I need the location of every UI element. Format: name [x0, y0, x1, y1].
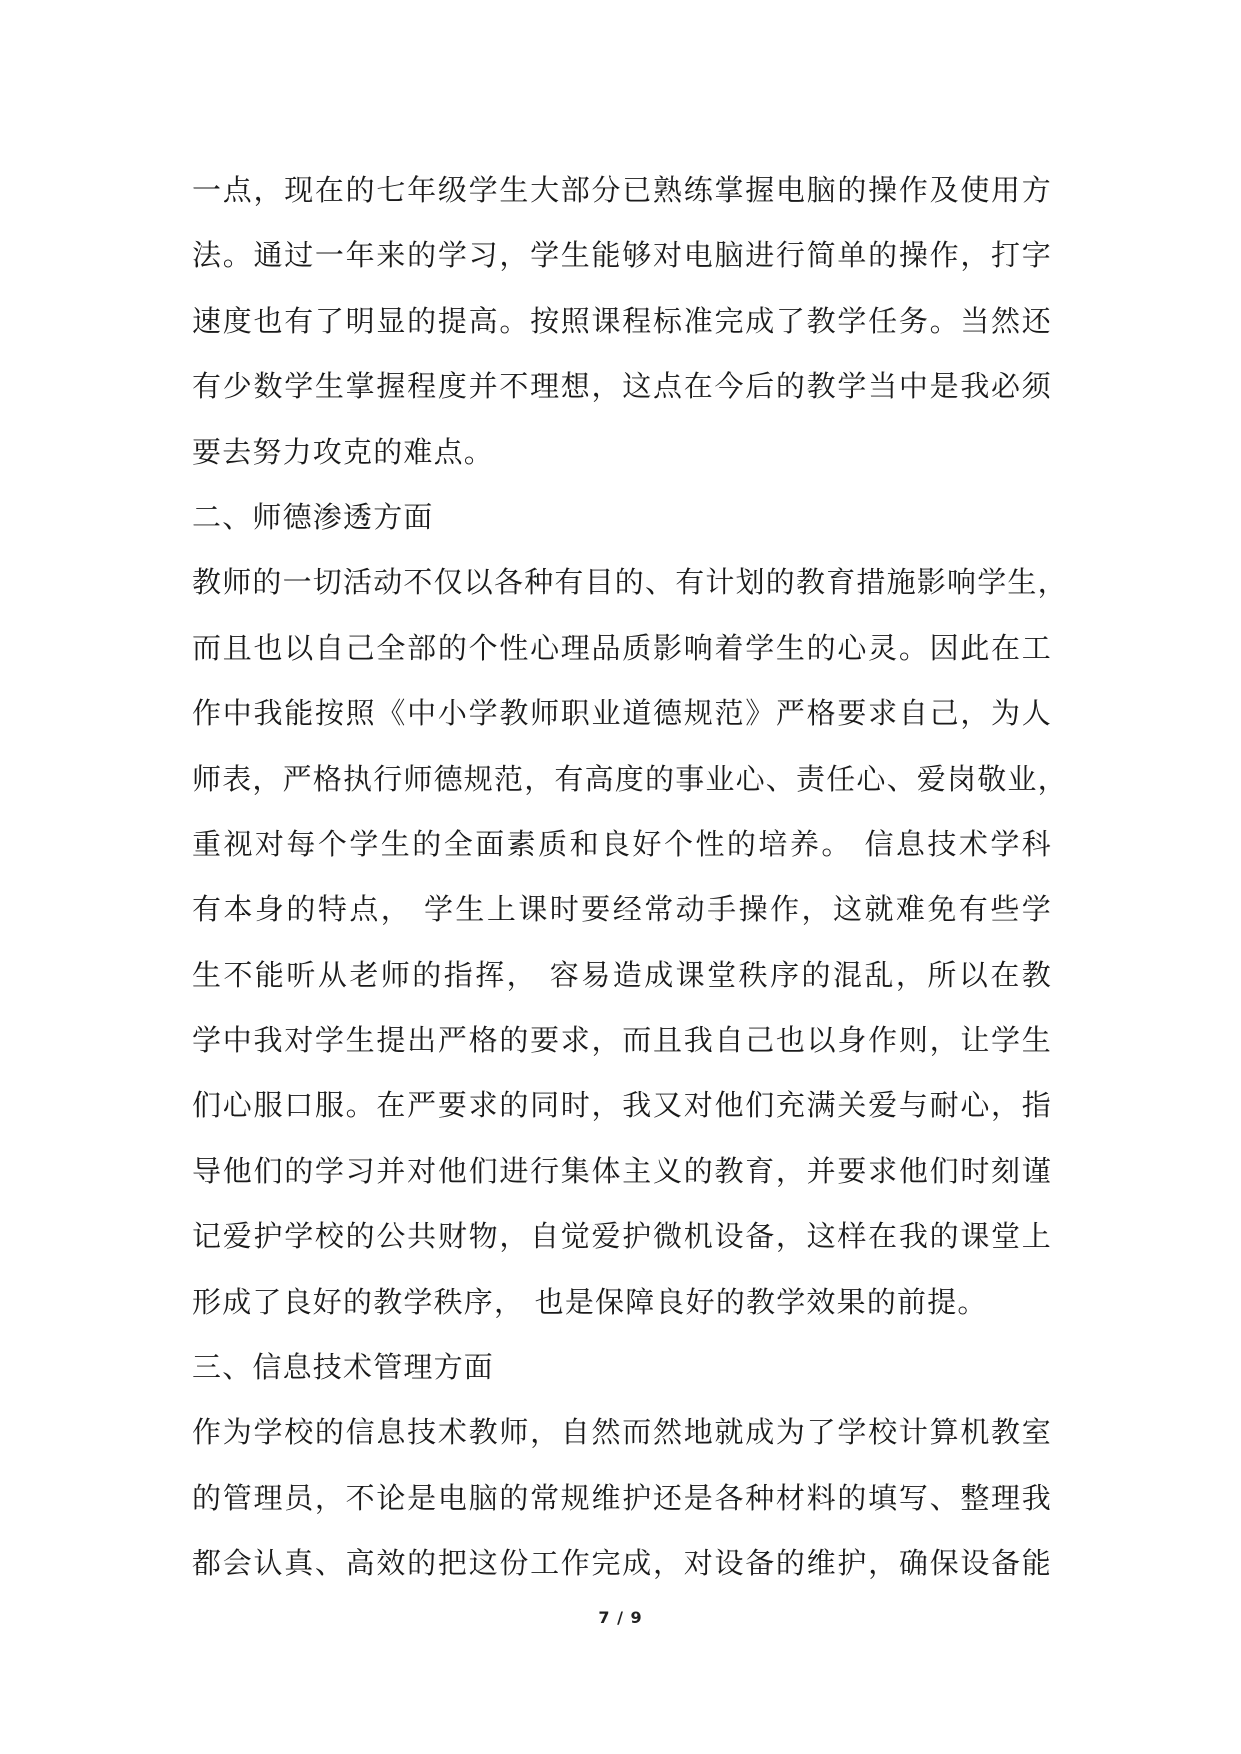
text-line: 要去努力攻克的难点。 — [192, 434, 495, 469]
text-line: 法。通过一年来的学习，学生能够对电脑进行简单的操作，打字 — [192, 238, 1052, 273]
page-number: 7 / 9 — [598, 1608, 643, 1627]
text-line: 师表，严格执行师德规范，有高度的事业心、责任心、爱岗敬业， — [192, 761, 1068, 796]
text-line: 都会认真、高效的把这份工作完成，对设备的维护，确保设备能 — [192, 1546, 1052, 1581]
text-line: 速度也有了明显的提高。按照课程标准完成了教学任务。当然还 — [192, 303, 1052, 338]
text-line: 重视对每个学生的全面素质和良好个性的培养。 信息技术学科 — [192, 826, 1052, 861]
text-line: 作中我能按照《中小学教师职业道德规范》严格要求自己，为人 — [192, 696, 1052, 731]
text-line: 有少数学生掌握程度并不理想，这点在今后的教学当中是我必须 — [192, 369, 1052, 404]
section-heading: 三、信息技术管理方面 — [192, 1350, 495, 1385]
text-line: 的管理员，不论是电脑的常规维护还是各种材料的填写、整理我 — [192, 1480, 1052, 1515]
text-line: 一点，现在的七年级学生大部分已熟练掌握电脑的操作及使用方 — [192, 173, 1052, 207]
text-line: 导他们的学习并对他们进行集体主义的教育，并要求他们时刻谨 — [192, 1153, 1052, 1188]
text-line: 有本身的特点， 学生上课时要经常动手操作，这就难免有些学 — [192, 892, 1052, 927]
text-line: 学中我对学生提出严格的要求，而且我自己也以身作则，让学生 — [192, 1023, 1052, 1058]
text-line: 记爱护学校的公共财物，自觉爱护微机设备，这样在我的课堂上 — [192, 1219, 1052, 1254]
text-line: 而且也以自己全部的个性心理品质影响着学生的心灵。因此在工 — [192, 630, 1052, 665]
text-line: 教师的一切活动不仅以各种有目的、有计划的教育措施影响学生， — [192, 565, 1068, 600]
body-text — [192, 158, 1068, 1597]
text-line: 生不能听从老师的指挥， 容易造成课堂秩序的混乱，所以在教 — [192, 957, 1052, 992]
text-line: 们心服口服。在严要求的同时，我又对他们充满关爱与耐心，指 — [192, 1088, 1052, 1123]
section-heading: 二、师德渗透方面 — [192, 499, 434, 534]
text-line: 作为学校的信息技术教师，自然而然地就成为了学校计算机教室 — [192, 1415, 1052, 1450]
text-line: 形成了良好的教学秩序， 也是保障良好的教学效果的前提。 — [192, 1284, 988, 1319]
